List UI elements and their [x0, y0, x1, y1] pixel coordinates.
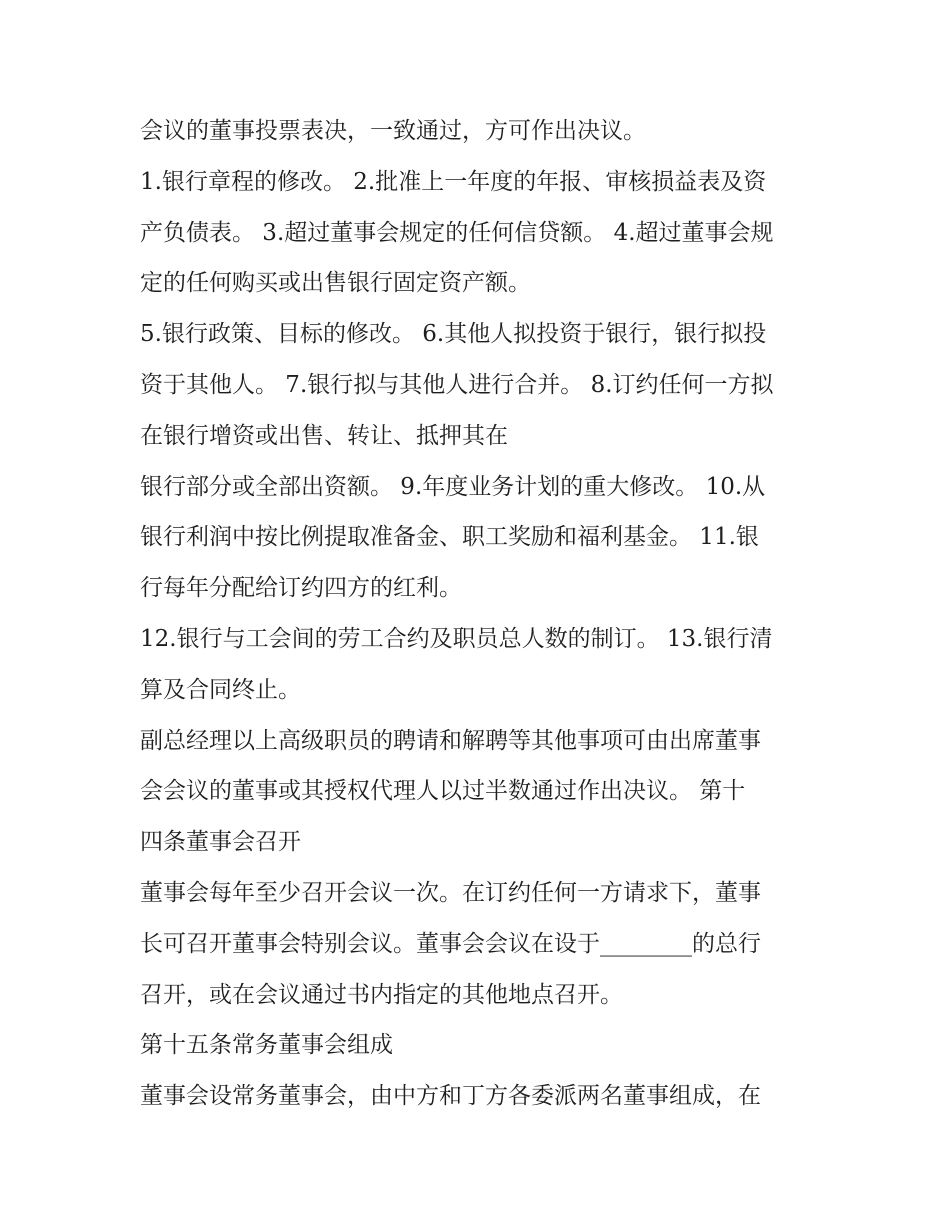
text-line: 12.银行与工会间的劳工合约及职员总人数的制订。 13.银行清: [140, 625, 773, 652]
text-line: 第十五条常务董事会组成: [140, 1032, 393, 1059]
text-line: 在银行增资或出售、转让、抵押其在: [140, 422, 508, 449]
text-line: 四条董事会召开: [140, 829, 301, 856]
text-line: 行每年分配给订约四方的红利。: [140, 575, 462, 602]
text-line: 召开，或在会议通过书内指定的其他地点召开。: [140, 981, 623, 1008]
text-line: 会议的董事投票表决，一致通过，方可作出决议。: [140, 118, 646, 144]
text-line: 董事会设常务董事会，由中方和丁方各委派两名董事组成，在: [140, 1083, 761, 1110]
text-line: 长可召开董事会特别会议。董事会会议在设于________的总行: [140, 930, 761, 957]
text-line: 1.银行章程的修改。 2.批准上一年度的年报、审核损益表及资: [140, 168, 767, 195]
text-line: 银行利润中按比例提取准备金、职工奖励和福利基金。 11.银: [140, 524, 759, 551]
text-line: 产负债表。 3.超过董事会规定的任何信贷额。 4.超过董事会规: [140, 219, 774, 246]
document-body: [140, 106, 830, 1122]
text-line: 会会议的董事或其授权代理人以过半数通过作出决议。 第十: [140, 778, 746, 805]
text-line: 定的任何购买或出售银行固定资产额。: [140, 270, 531, 297]
text-line: 副总经理以上高级职员的聘请和解聘等其他事项可由出席董事: [140, 727, 761, 754]
text-line: 算及合同终止。: [140, 676, 301, 703]
text-line: 银行部分或全部出资额。 9.年度业务计划的重大修改。 10.从: [140, 473, 766, 500]
text-line: 5.银行政策、目标的修改。 6.其他人拟投资于银行，银行拟投: [140, 321, 767, 348]
text-line: 资于其他人。 7.银行拟与其他人进行合并。 8.订约任何一方拟: [140, 371, 774, 398]
text-line: 董事会每年至少召开会议一次。在订约任何一方请求下，董事: [140, 879, 761, 906]
